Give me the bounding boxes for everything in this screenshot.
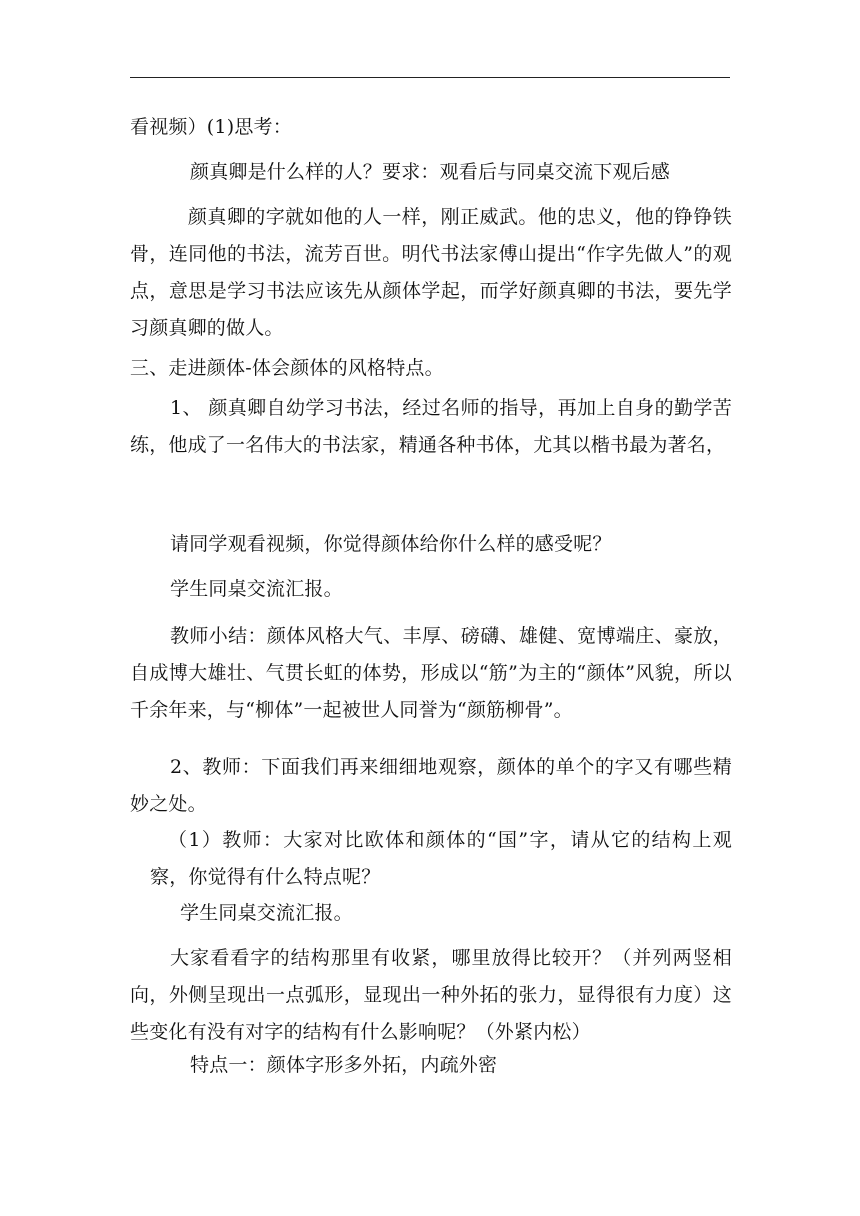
paragraph-10: （1）教师：大家对比欧体和颜体的“国”字，请从它的结构上观察，你觉得有什么特点呢？: [150, 829, 732, 888]
paragraph-13: 特点一：颜体字形多外拓，内疏外密: [190, 1054, 498, 1076]
paragraph-7: 学生同桌交流汇报。: [170, 578, 343, 600]
paragraph-5: 1、 颜真卿自幼学习书法，经过名师的指导，再加上自身的勤学苦练，他成了一名伟大的书法家，精通各种书体，尤其以楷书最为著名，: [130, 397, 732, 456]
paragraph-3: 颜真卿的字就如他的人一样，刚正威武。他的忠义，他的铮铮铁骨，连同他的书法，流芳百世。明代书法家傅山提出“作字先做人”的观点，意思是学习书法应该先从颜体学起，而学好颜真卿的书法，要先学习颜真卿的做人。: [130, 206, 732, 339]
paragraph-12: 大家看看字的结构那里有收紧，哪里放得比较开？（并列两竖相向，外侧呈现出一点弧形，显现出一种外拓的张力，显得很有力度）这些变化有没有对字的结构有什么影响呢？（外紧内松）: [130, 947, 732, 1043]
header-rule: [130, 77, 730, 78]
section-heading-3: 三、走进颜体-体会颜体的风格特点。: [130, 357, 444, 379]
paragraph-1: 看视频）(1)思考：: [130, 116, 292, 138]
paragraph-8: 教师小结：颜体风格大气、丰厚、磅礴、雄健、宽博端庄、豪放，自成博大雄壮、气贯长虹的体势，形成以“筋”为主的“颜体”风貌，所以千余年来，与“柳体”一起被世人同誉为“颜筋柳骨”。: [130, 625, 732, 721]
paragraph-9: 2、教师：下面我们再来细细地观察，颜体的单个的字又有哪些精妙之处。: [130, 756, 732, 815]
paragraph-6: 请同学观看视频，你觉得颜体给你什么样的感受呢？: [170, 533, 612, 555]
paragraph-2: 颜真卿是什么样的人？要求：观看后与同桌交流下观后感: [190, 161, 671, 183]
paragraph-11: 学生同桌交流汇报。: [180, 902, 353, 924]
